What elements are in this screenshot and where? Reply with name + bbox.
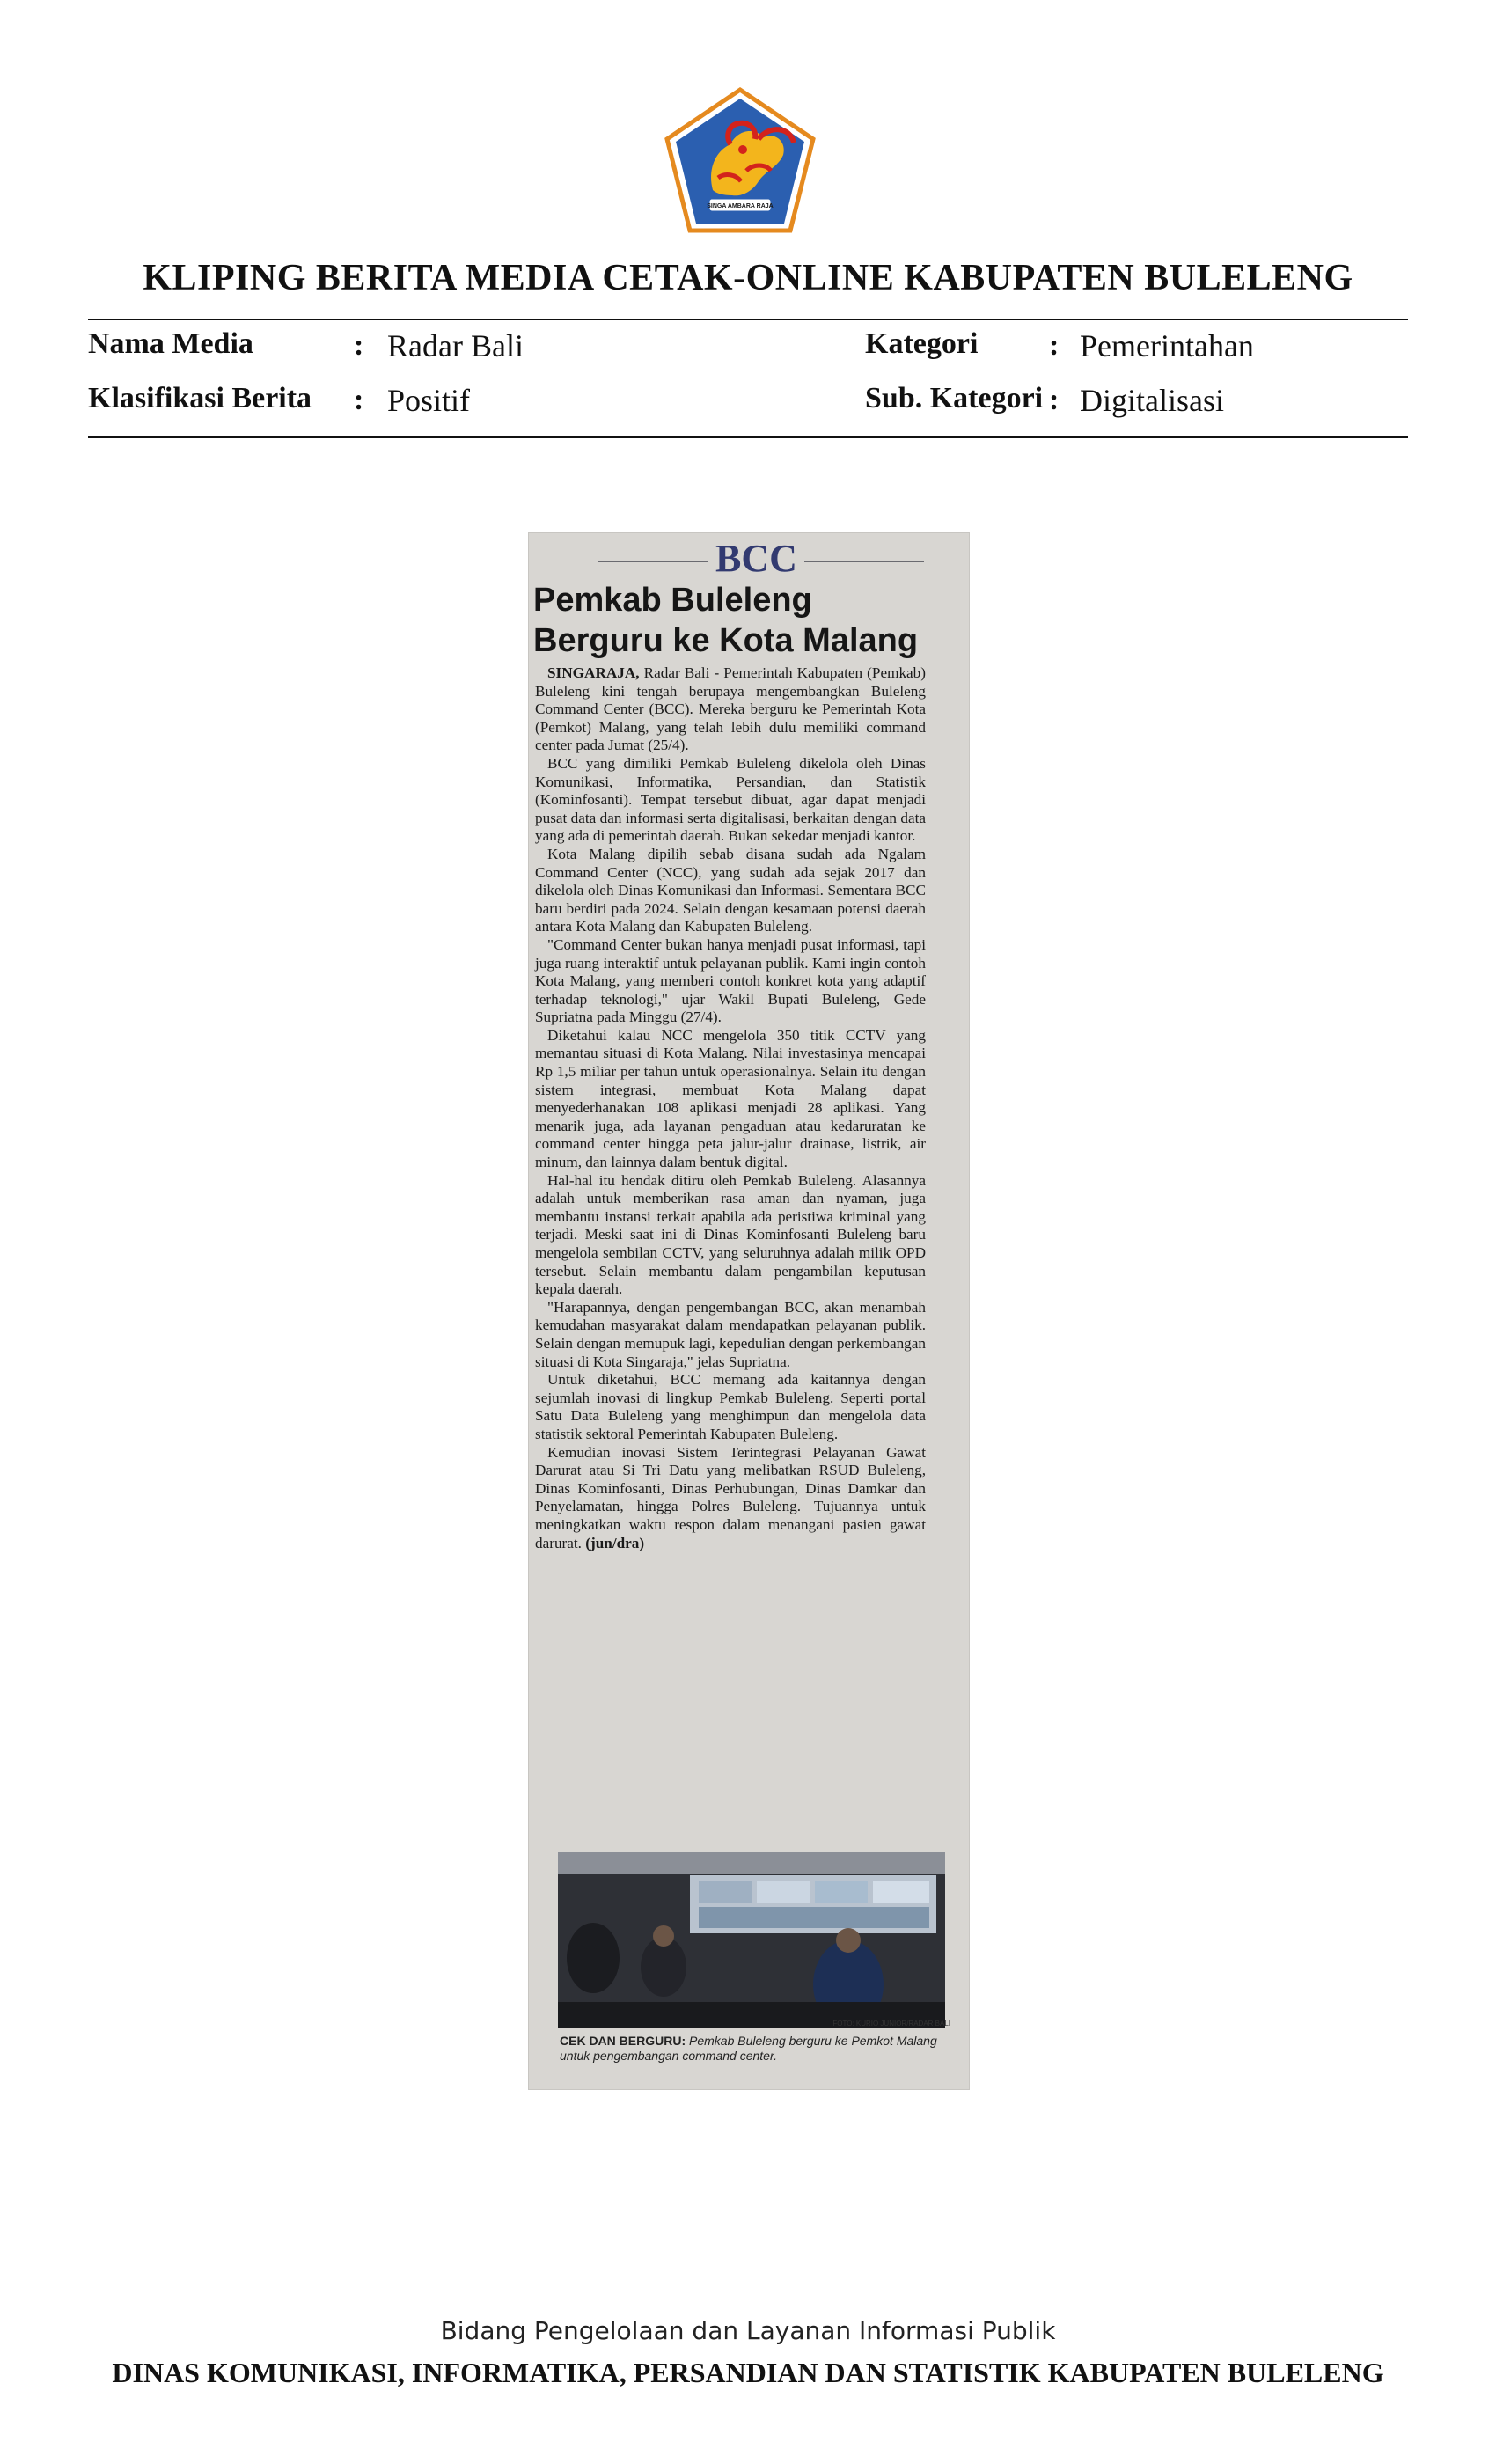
header-rule-top [88, 319, 1408, 320]
footer-division: Bidang Pengelolaan dan Layanan Informasi Publik [440, 2316, 1056, 2345]
article-headline: Pemkab Buleleng Berguru ke Kota Malang [533, 582, 919, 659]
newspaper-clipping [528, 532, 970, 2090]
kategori-colon: : [1049, 329, 1060, 362]
article-photo [558, 1852, 945, 2028]
media-label: Nama Media [88, 327, 253, 360]
singa-ambara-raja-logo [662, 86, 818, 236]
caption-text: Pemkab Buleleng berguru ke Pemkot Malang untuk pengembangan command center. [560, 2034, 937, 2063]
article-credit: (jun/dra) [585, 1534, 645, 1551]
kategori-value: Pemerintahan [1080, 328, 1254, 363]
article-body [535, 664, 926, 1552]
document-title: KLIPING BERITA MEDIA CETAK-ONLINE KABUPATEN BULELENG [143, 258, 1353, 298]
footer-agency: DINAS KOMUNIKASI, INFORMATIKA, PERSANDIAN DAN STATISTIK KABUPATEN BULELENG [112, 2357, 1384, 2388]
article-paragraph: "Harapannya, dengan pengembangan BCC, akan menambah kemudahan masyarakat dalam mendapatkan pelayanan publik. Selain dengan memupuk lagi, kepedulian dengan perkembangan situasi di Kota Singaraja," jelas Supriatna. [535, 1298, 926, 1370]
section-label: BCC [708, 536, 804, 581]
subkategori-label: Sub. Kategori [865, 382, 1044, 414]
article-paragraph: "Command Center bukan hanya menjadi pusat informasi, tapi juga ruang interaktif untuk pelayanan publik. Kami ingin contoh Kota Malang, yang memberi contoh konkret kota yang adaptif terhadap teknologi," ujar Wakil Bupati Buleleng, Gede Supriatna pada Minggu (27/4). [535, 935, 926, 1026]
article-paragraph: Diketahui kalau NCC mengelola 350 titik CCTV yang memantau situasi di Kota Malang. Nilai investasinya mencapai Rp 1,5 miliar per tahun untuk operasionalnya. Selain itu dengan sistem integrasi, membuat Kota Malang dapat menyederhanakan 108 aplikasi menjadi 28 aplikasi. Yang menarik juga, ada layanan pengaduan atau kedaruratan ke command center hingga peta jalur-jalur drainase, listrik, air minum, dan lainnya dalam bentuk digital. [535, 1026, 926, 1171]
article-paragraph: SINGARAJA, Radar Bali - Pemerintah Kabupaten (Pemkab) Buleleng kini tengah berupaya mengembangkan Buleleng Command Center (BCC). Mereka berguru ke Pemerintah Kota (Pemkot) Malang, yang telah lebih dulu memiliki command center pada Jumat (25/4). [535, 664, 926, 754]
media-colon: : [354, 329, 364, 362]
article-paragraph: Kemudian inovasi Sistem Terintegrasi Pelayanan Gawat Darurat atau Si Tri Datu yang melibatkan RSUD Buleleng, Dinas Kominfosanti, Dinas Perhubungan, Dinas Damkar dan Penyelamatan, hingga Polres Buleleng. Tujuannya untuk meningkatkan waktu respon dalam menangani pasien gawat darurat. (jun/dra) [535, 1443, 926, 1551]
article-paragraph: BCC yang dimiliki Pemkab Buleleng dikelola oleh Dinas Komunikasi, Informatika, Persandian, dan Statistik (Kominfosanti). Tempat tersebut dibuat, agar dapat menjadi pusat data dan informasi serta digitalisasi, berkaitan dengan data yang ada di pemerintah daerah. Bukan sekedar menjadi kantor. [535, 754, 926, 845]
klasifikasi-colon: : [354, 384, 364, 416]
photo-caption [560, 2034, 947, 2064]
article-dateline: SINGARAJA, [547, 664, 640, 681]
klasifikasi-label: Klasifikasi Berita [88, 382, 312, 414]
article-paragraph: Untuk diketahui, BCC memang ada kaitannya dengan sejumlah inovasi di lingkup Pemkab Buleleng. Seperti portal Satu Data Buleleng yang menghimpun dan mengelola data statistik sektoral Pemerintah Kabupaten Buleleng. [535, 1371, 926, 1442]
logo-text: SINGA AMBARA RAJA [707, 203, 774, 209]
header-rule-bottom [88, 436, 1408, 438]
photo-credit: FOTO: KURIO JUNIOR/RADAR BALI [832, 2020, 950, 2028]
media-value: Radar Bali [387, 328, 524, 363]
subkategori-value: Digitalisasi [1080, 383, 1224, 418]
caption-lead: CEK DAN BERGURU: [560, 2034, 686, 2048]
kategori-label: Kategori [865, 327, 979, 360]
subkategori-colon: : [1049, 384, 1060, 416]
article-paragraph: Kota Malang dipilih sebab disana sudah ada Ngalam Command Center (NCC), yang sudah ada sejak 2017 dan dikelola oleh Dinas Komunikasi dan Informasi. Sementara BCC baru berdiri pada 2024. Selain dengan kesamaan potensi daerah antara Kota Malang dan Kabupaten Buleleng. [535, 845, 926, 935]
article-paragraph: Hal-hal itu hendak ditiru oleh Pemkab Buleleng. Alasannya adalah untuk memberikan rasa aman dan nyaman, juga membantu instansi terkait apabila ada peristiwa kriminal yang terjadi. Meski saat ini di Dinas Kominfosanti Buleleng baru mengelola sembilan CCTV, yang seluruhnya adalah milik OPD tersebut. Selain membantu dalam pengambilan keputusan kepala daerah. [535, 1171, 926, 1298]
klasifikasi-value: Positif [387, 383, 471, 418]
